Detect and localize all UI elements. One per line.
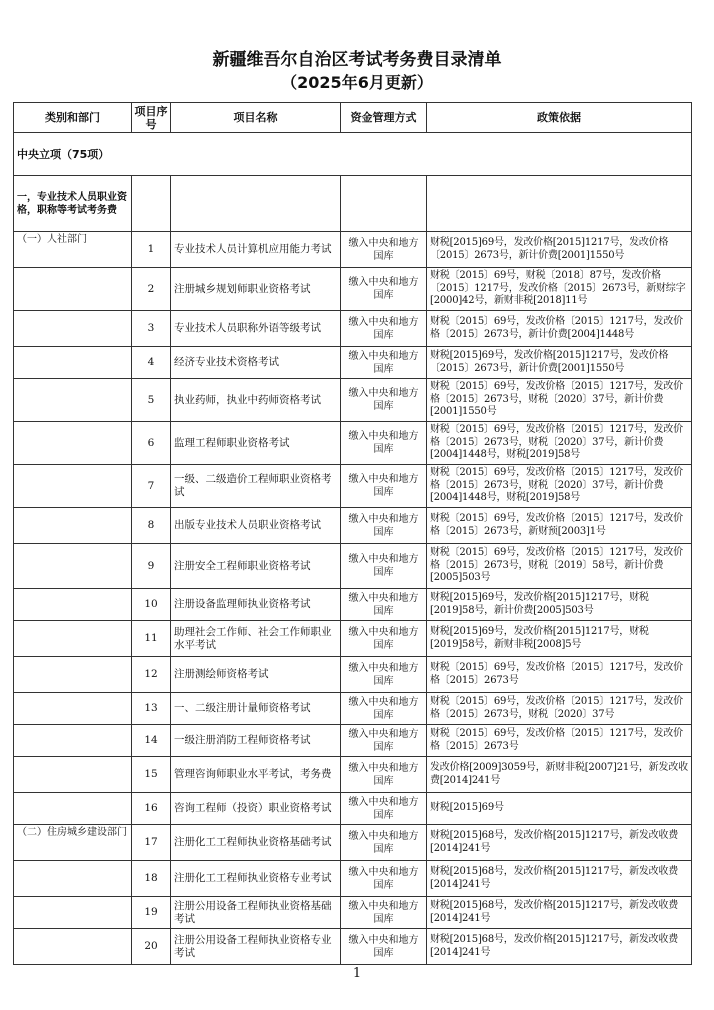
item-name: 助理社会工作师、社会工作师职业水平考试 <box>171 621 341 657</box>
table-row <box>14 465 692 508</box>
policy-basis: 财税〔2015〕69号，发改价格〔2015〕1217号，发改价格〔2015〕2673号，财税〔2020〕37号 <box>427 693 692 725</box>
policy-basis: 财税[2015]69号，发改价格[2015]1217号，发改价格〔2015〕2673号，新计价费[2001]1550号 <box>427 232 692 268</box>
fund-management: 缴入中央和地方国库 <box>341 508 427 544</box>
fund-management: 缴入中央和地方国库 <box>341 347 427 379</box>
section-title: 中央立项（75项） <box>14 133 692 176</box>
table-row <box>14 693 692 725</box>
fund-management: 缴入中央和地方国库 <box>341 861 427 897</box>
category-cell-empty <box>14 897 132 929</box>
policy-basis: 财税〔2015〕69号，发改价格〔2015〕1217号，发改价格〔2015〕2673号，财税〔2020〕37号，新计价费[2004]1448号，财税[2019]58号 <box>427 422 692 465</box>
fund-management: 缴入中央和地方国库 <box>341 232 427 268</box>
fund-management: 缴入中央和地方国库 <box>341 693 427 725</box>
fund-management: 缴入中央和地方国库 <box>341 589 427 621</box>
item-name: 出版专业技术人员职业资格考试 <box>171 508 341 544</box>
item-name: 专业技术人员计算机应用能力考试 <box>171 232 341 268</box>
item-number: 11 <box>132 621 171 657</box>
policy-basis: 财税〔2015〕69号，发改价格〔2015〕1217号，发改价格〔2015〕2673号，财税〔2019〕58号，新计价费[2005]503号 <box>427 544 692 589</box>
policy-basis: 财税[2015]68号，发改价格[2015]1217号，新发改收费[2014]241号 <box>427 825 692 861</box>
fund-management: 缴入中央和地方国库 <box>341 268 427 311</box>
table-row <box>14 268 692 311</box>
fund-management: 缴入中央和地方国库 <box>341 621 427 657</box>
table-row <box>14 897 692 929</box>
fund-management: 缴入中央和地方国库 <box>341 793 427 825</box>
policy-basis: 财税[2015]69号 <box>427 793 692 825</box>
item-number: 16 <box>132 793 171 825</box>
category-cell-empty <box>14 693 132 725</box>
group-title: 一，专业技术人员职业资格，职称等考试考务费 <box>14 176 132 232</box>
category-cell-empty <box>14 621 132 657</box>
item-number: 7 <box>132 465 171 508</box>
category-cell-empty <box>14 657 132 693</box>
item-name: 注册公用设备工程师执业资格基础考试 <box>171 897 341 929</box>
item-name: 注册测绘师资格考试 <box>171 657 341 693</box>
item-number: 1 <box>132 232 171 268</box>
item-number: 6 <box>132 422 171 465</box>
table-row <box>14 311 692 347</box>
header-policy-basis: 政策依据 <box>427 103 692 133</box>
item-number: 15 <box>132 757 171 793</box>
item-name: 监理工程师职业资格考试 <box>171 422 341 465</box>
policy-basis: 财税〔2015〕69号，发改价格〔2015〕1217号，发改价格〔2015〕2673号，财税〔2020〕37号，新计价费[2004]1448号，财税[2019]58号 <box>427 465 692 508</box>
fee-catalog-table <box>13 102 692 965</box>
table-row <box>14 861 692 897</box>
category-cell-empty <box>14 757 132 793</box>
category-cell-empty <box>14 508 132 544</box>
category-cell-empty <box>14 311 132 347</box>
item-name: 注册城乡规划师职业资格考试 <box>171 268 341 311</box>
policy-basis: 财税[2015]68号，发改价格[2015]1217号，新发改收费[2014]241号 <box>427 929 692 965</box>
fund-management: 缴入中央和地方国库 <box>341 725 427 757</box>
item-number: 20 <box>132 929 171 965</box>
table-row <box>14 508 692 544</box>
item-number: 5 <box>132 379 171 422</box>
item-name: 一级、二级造价工程师职业资格考试 <box>171 465 341 508</box>
item-name: 管理咨询师职业水平考试，考务费 <box>171 757 341 793</box>
item-number: 17 <box>132 825 171 861</box>
table-row <box>14 379 692 422</box>
header-item-name: 项目名称 <box>171 103 341 133</box>
category-cell-empty <box>14 379 132 422</box>
category-cell-empty <box>14 793 132 825</box>
item-number: 9 <box>132 544 171 589</box>
category-cell-empty <box>14 422 132 465</box>
policy-basis: 财税〔2015〕69号，发改价格〔2015〕1217号，发改价格〔2015〕2673号 <box>427 657 692 693</box>
category-cell-empty <box>14 725 132 757</box>
item-name: 注册设备监理师执业资格考试 <box>171 589 341 621</box>
policy-basis: 财税〔2015〕69号，发改价格〔2015〕1217号，发改价格〔2015〕2673号 <box>427 725 692 757</box>
table-row <box>14 347 692 379</box>
fund-management: 缴入中央和地方国库 <box>341 379 427 422</box>
fund-management: 缴入中央和地方国库 <box>341 544 427 589</box>
policy-basis: 财税[2015]69号，发改价格[2015]1217号，财税[2019]58号，新计价费[2005]503号 <box>427 589 692 621</box>
table-header-row <box>14 103 692 133</box>
fund-management: 缴入中央和地方国库 <box>341 465 427 508</box>
fund-management: 缴入中央和地方国库 <box>341 311 427 347</box>
table-row <box>14 725 692 757</box>
policy-basis: 财税〔2015〕69号，财税〔2018〕87号，发改价格〔2015〕1217号，发改价格〔2015〕2673号，新财综字[2000]42号，新财非税[2018]11号 <box>427 268 692 311</box>
category-cell-empty <box>14 347 132 379</box>
section-row <box>14 133 692 176</box>
table-row <box>14 544 692 589</box>
page-number: 1 <box>352 966 362 981</box>
item-name: 咨询工程师（投资）职业资格考试 <box>171 793 341 825</box>
item-name: 注册公用设备工程师执业资格专业考试 <box>171 929 341 965</box>
category-cell-empty <box>14 268 132 311</box>
category-cell-empty <box>14 544 132 589</box>
category-cell: （一）人社部门 <box>14 232 132 268</box>
table-row <box>14 422 692 465</box>
policy-basis: 财税[2015]69号，发改价格[2015]1217号，财税[2019]58号，新财非税[2008]5号 <box>427 621 692 657</box>
item-number: 8 <box>132 508 171 544</box>
fund-management: 缴入中央和地方国库 <box>341 929 427 965</box>
item-name: 执业药师，执业中药师资格考试 <box>171 379 341 422</box>
item-name: 专业技术人员职称外语等级考试 <box>171 311 341 347</box>
table-row <box>14 589 692 621</box>
item-number: 4 <box>132 347 171 379</box>
category-cell-empty <box>14 929 132 965</box>
item-number: 12 <box>132 657 171 693</box>
table-row <box>14 825 692 861</box>
table-row <box>14 929 692 965</box>
policy-basis: 财税[2015]68号，发改价格[2015]1217号，新发改收费[2014]241号 <box>427 897 692 929</box>
item-number: 3 <box>132 311 171 347</box>
policy-basis: 发改价格[2009]3059号，新财非税[2007]21号，新发改收费[2014]241号 <box>427 757 692 793</box>
header-fund-management: 资金管理方式 <box>341 103 427 133</box>
item-name: 注册化工工程师执业资格基础考试 <box>171 825 341 861</box>
fund-management: 缴入中央和地方国库 <box>341 897 427 929</box>
category-cell-empty <box>14 465 132 508</box>
item-name: 注册化工工程师执业资格专业考试 <box>171 861 341 897</box>
policy-basis: 财税〔2015〕69号，发改价格〔2015〕1217号，发改价格〔2015〕2673号，新计价费[2004]1448号 <box>427 311 692 347</box>
item-number: 19 <box>132 897 171 929</box>
item-name: 一级注册消防工程师资格考试 <box>171 725 341 757</box>
fund-management: 缴入中央和地方国库 <box>341 825 427 861</box>
header-category: 类别和部门 <box>14 103 132 133</box>
item-number: 2 <box>132 268 171 311</box>
category-cell: （二）住房城乡建设部门 <box>14 825 132 861</box>
policy-basis: 财税〔2015〕69号，发改价格〔2015〕1217号，发改价格〔2015〕2673号，财税〔2020〕37号，新计价费[2001]1550号 <box>427 379 692 422</box>
policy-basis: 财税[2015]68号，发改价格[2015]1217号，新发改收费[2014]241号 <box>427 861 692 897</box>
item-name: 经济专业技术资格考试 <box>171 347 341 379</box>
fund-management: 缴入中央和地方国库 <box>341 657 427 693</box>
category-cell-empty <box>14 589 132 621</box>
policy-basis: 财税〔2015〕69号，发改价格〔2015〕1217号，发改价格〔2015〕2673号，新财预[2003]1号 <box>427 508 692 544</box>
category-cell-empty <box>14 861 132 897</box>
item-number: 18 <box>132 861 171 897</box>
table-row <box>14 232 692 268</box>
document-subtitle: （2025年6月更新） <box>281 73 433 92</box>
table-row <box>14 793 692 825</box>
fund-management: 缴入中央和地方国库 <box>341 757 427 793</box>
header-item-number: 项目序号 <box>132 103 171 133</box>
document-title: 新疆维吾尔自治区考试考务费目录清单 <box>212 50 502 70</box>
table-row <box>14 621 692 657</box>
table-row <box>14 757 692 793</box>
item-name: 一、二级注册计量师资格考试 <box>171 693 341 725</box>
fund-management: 缴入中央和地方国库 <box>341 422 427 465</box>
item-number: 13 <box>132 693 171 725</box>
item-number: 10 <box>132 589 171 621</box>
item-name: 注册安全工程师职业资格考试 <box>171 544 341 589</box>
group-row <box>14 176 692 232</box>
policy-basis: 财税[2015]69号，发改价格[2015]1217号，发改价格〔2015〕2673号，新计价费[2001]1550号 <box>427 347 692 379</box>
item-number: 14 <box>132 725 171 757</box>
table-row <box>14 657 692 693</box>
